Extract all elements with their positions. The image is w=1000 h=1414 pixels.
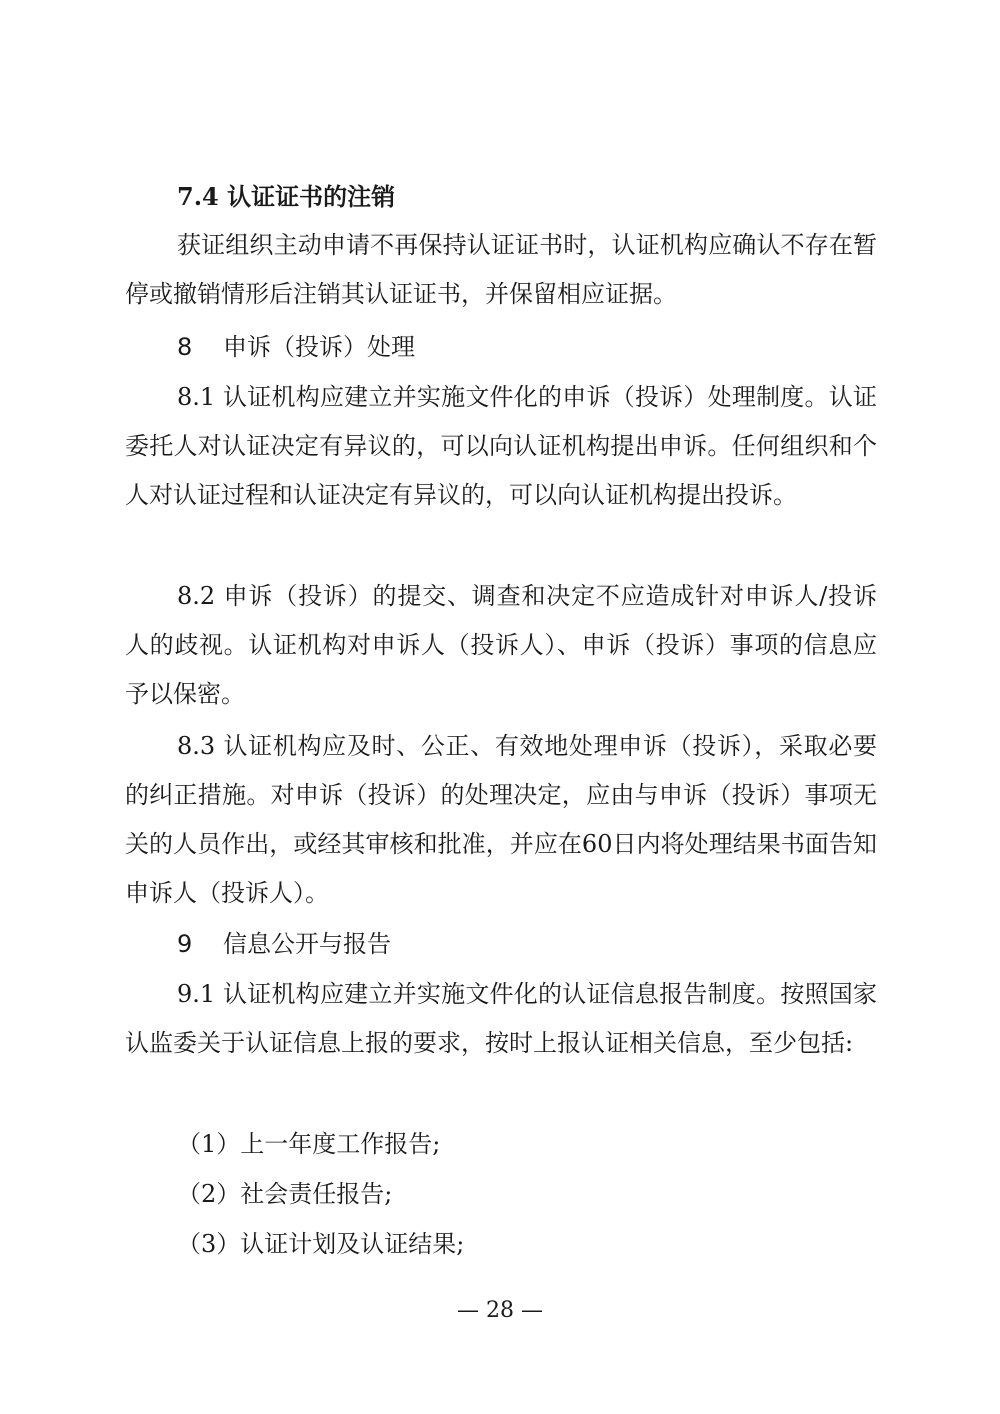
section-8-number: 8 xyxy=(177,333,193,361)
section-8-3-paragraph: 8.3 认证机构应及时、公正、有效地处理申诉（投诉），采取必要的纠正措施。对申诉（投诉）的处理决定，应由与申诉（投诉）事项无关的人员作出，或经其审核和批准，并应在60日内将处理结果书面告知申诉人（投诉人）。 xyxy=(125,732,877,907)
section-8-2-paragraph: 8.2 申诉（投诉）的提交、调查和决定不应造成针对申诉人/投诉人的歧视。认证机构对申诉人（投诉人）、申诉（投诉）事项的信息应予以保密。 xyxy=(125,582,877,708)
list-item: （2）社会责任报告; xyxy=(177,1180,393,1208)
section-7-4-paragraph: 获证组织主动申请不再保持认证证书时，认证机构应确认不存在暂停或撤销情形后注销其认证证书，并保留相应证据。 xyxy=(125,231,877,308)
section-9-heading xyxy=(177,920,391,969)
section-9-number: 9 xyxy=(177,930,193,958)
section-9-1-paragraph: 9.1 认证机构应建立并实施文件化的认证信息报告制度。按照国家认监委关于认证信息上报的要求，按时上报认证相关信息，至少包括: xyxy=(125,980,877,1057)
section-9-title: 信息公开与报告 xyxy=(223,930,391,958)
section-7-4-heading: 7.4 认证证书的注销 xyxy=(177,182,396,211)
section-8-title: 申诉（投诉）处理 xyxy=(223,333,415,361)
list-item: （1）上一年度工作报告; xyxy=(177,1130,441,1158)
list-item: （3）认证计划及认证结果; xyxy=(177,1230,465,1258)
page-number: — 28 — xyxy=(457,1298,543,1323)
section-8-heading xyxy=(177,323,415,372)
section-8-1-paragraph: 8.1 认证机构应建立并实施文件化的申诉（投诉）处理制度。认证委托人对认证决定有异议的，可以向认证机构提出申诉。任何组织和个人对认证过程和认证决定有异议的，可以向认证机构提出投诉。 xyxy=(125,383,877,509)
